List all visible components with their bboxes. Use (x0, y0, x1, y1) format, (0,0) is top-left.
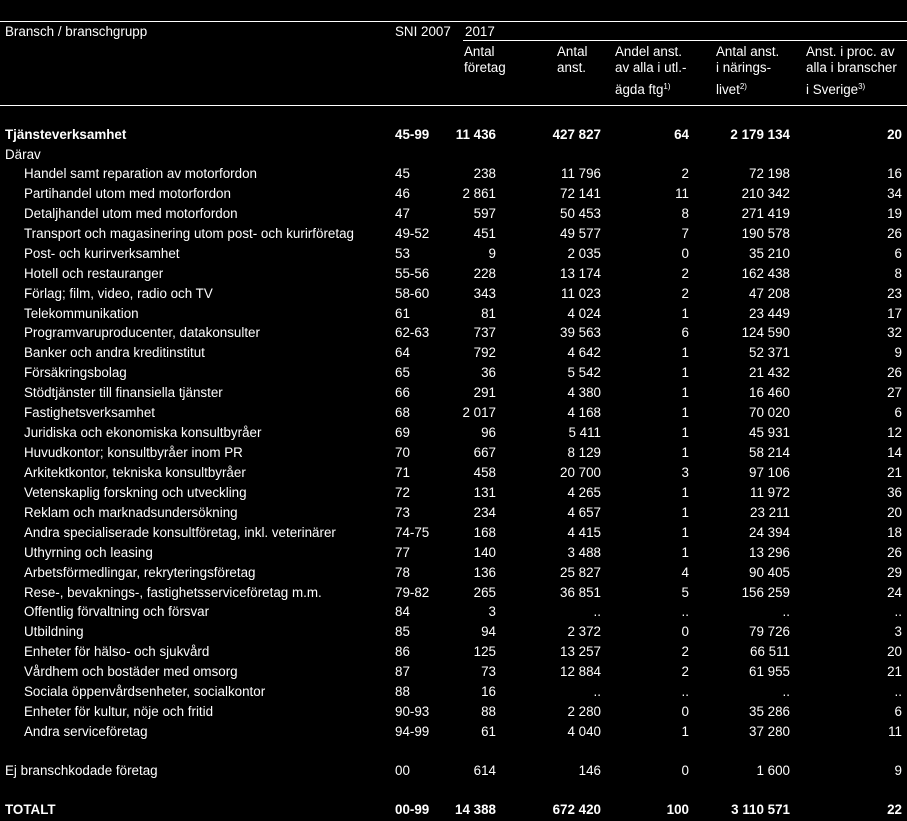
cell-proc: 26 (887, 365, 902, 381)
cell-proc: .. (894, 604, 902, 620)
header-sni: SNI 2007 (395, 24, 451, 39)
cell-anst: 5 542 (567, 365, 601, 381)
cell-foretag: 11 436 (455, 127, 496, 142)
header-proc (806, 44, 897, 98)
cell-anst: 2 035 (567, 245, 601, 261)
cell-andel: 2 (681, 644, 689, 660)
cell-anst: 672 420 (552, 802, 601, 817)
cell-anst: 50 453 (560, 205, 601, 221)
cell-sni: 71 (395, 464, 410, 480)
cell-anst: 13 174 (560, 265, 601, 281)
cell-sni: 55-56 (395, 265, 430, 281)
cell-proc: 21 (887, 464, 902, 480)
cell-anst: 72 141 (560, 185, 601, 201)
cell-proc: 14 (887, 445, 902, 461)
cell-foretag: 234 (473, 504, 496, 520)
cell-anst: 4 040 (567, 724, 601, 740)
cell-foretag: 458 (473, 464, 496, 480)
cell-naringsliv: 21 432 (749, 365, 790, 381)
row-label: Handel samt reparation av motorfordon (24, 166, 257, 181)
cell-andel: 1 (681, 345, 689, 361)
cell-sni: 62-63 (395, 325, 430, 341)
cell-anst: 49 577 (560, 225, 601, 241)
cell-andel: 4 (681, 564, 689, 580)
cell-sni: 66 (395, 385, 410, 401)
cell-foretag: 88 (481, 704, 496, 720)
cell-naringsliv: 210 342 (741, 185, 790, 201)
cell-andel: 1 (681, 544, 689, 560)
row-label: Vårdhem och bostäder med omsorg (24, 664, 238, 680)
cell-foretag: 136 (473, 564, 496, 580)
cell-andel: 1 (681, 504, 689, 520)
cell-sni: 61 (395, 305, 410, 321)
footnote-3-marker: 3) (858, 82, 866, 91)
cell-sni: 70 (395, 445, 410, 461)
cell-sni: 79-82 (395, 584, 430, 600)
cell-anst: 2 280 (567, 704, 601, 720)
footnote-2-marker: 2) (739, 82, 747, 91)
header-andel-line3 (615, 82, 686, 98)
cell-andel: 1 (681, 305, 689, 321)
cell-naringsliv: 70 020 (749, 405, 790, 421)
cell-foretag: 140 (473, 544, 496, 560)
cell-andel: 2 (681, 664, 689, 680)
header-andel-line1: Andel anst. (615, 44, 682, 59)
cell-naringsliv: 13 296 (749, 544, 790, 560)
cell-foretag: 2 861 (462, 185, 496, 201)
cell-sni: 73 (395, 504, 410, 520)
cell-sni: 77 (395, 544, 410, 560)
cell-anst: 25 827 (560, 564, 601, 580)
cell-naringsliv: 72 198 (749, 166, 790, 181)
cell-proc: 26 (887, 225, 902, 241)
row-label: Transport och magasinering utom post- och kurirföretag (24, 225, 354, 241)
cell-proc: 26 (887, 544, 902, 560)
darav-label: Därav (5, 147, 41, 162)
cell-naringsliv: 90 405 (749, 564, 790, 580)
cell-andel: 1 (681, 365, 689, 381)
cell-sni: 94-99 (395, 724, 430, 740)
cell-foretag: 3 (488, 604, 496, 620)
cell-sni: 45-99 (395, 127, 430, 142)
cell-foretag: 81 (481, 305, 496, 321)
cell-naringsliv: 16 460 (749, 385, 790, 401)
header-proc-line3-text: i Sverige (806, 82, 859, 97)
cell-sni: 69 (395, 425, 410, 441)
cell-naringsliv: 1 600 (756, 763, 790, 778)
cell-andel: 100 (666, 802, 689, 817)
cell-sni: 68 (395, 405, 410, 421)
cell-proc: 36 (887, 484, 902, 500)
cell-anst: 39 563 (560, 325, 601, 341)
cell-proc: 23 (887, 285, 902, 301)
cell-naringsliv: 11 972 (750, 484, 790, 500)
cell-andel: 1 (681, 425, 689, 441)
row-label: Vetenskaplig forskning och utveckling (24, 484, 247, 500)
header-antal-anst-line2: anst. (557, 60, 587, 75)
cell-anst: 4 265 (567, 484, 601, 500)
cell-naringsliv: 37 280 (749, 724, 790, 740)
cell-andel: 0 (681, 245, 689, 261)
cell-proc: 8 (894, 265, 902, 281)
cell-andel: 7 (681, 225, 689, 241)
cell-foretag: 265 (473, 584, 496, 600)
header-antal-foretag-line2: företag (464, 60, 506, 75)
row-label: Ej branschkodade företag (5, 763, 158, 778)
cell-naringsliv: 45 931 (749, 425, 790, 441)
cell-andel: 1 (681, 385, 689, 401)
cell-foretag: 228 (473, 265, 496, 281)
cell-anst: 12 884 (560, 664, 601, 680)
cell-naringsliv: 23 449 (749, 305, 790, 321)
cell-proc: 18 (887, 524, 902, 540)
cell-andel: 0 (681, 763, 689, 778)
cell-sni: 58-60 (395, 285, 430, 301)
cell-proc: 6 (894, 704, 902, 720)
header-proc-line1: Anst. i proc. av (806, 44, 895, 59)
row-label: Hotell och restauranger (24, 265, 164, 281)
top-rule (0, 21, 907, 22)
row-label: Offentlig förvaltning och försvar (24, 604, 210, 620)
cell-anst: 5 411 (568, 425, 601, 441)
row-label: Tjänsteverksamhet (5, 127, 127, 142)
row-label: Detaljhandel utom med motorfordon (24, 205, 238, 221)
cell-sni: 86 (395, 644, 410, 660)
cell-proc: 19 (887, 205, 902, 221)
cell-sni: 65 (395, 365, 410, 381)
row-label: Andra specialiserade konsultföretag, inkl. veterinärer (24, 524, 336, 540)
cell-foretag: 451 (473, 225, 496, 241)
cell-naringsliv: 35 210 (749, 245, 790, 261)
cell-naringsliv: 47 208 (749, 285, 790, 301)
cell-proc: 20 (887, 644, 902, 660)
cell-naringsliv: .. (782, 684, 790, 700)
year-underline (463, 40, 907, 41)
cell-andel: 3 (681, 464, 689, 480)
header-andel (615, 44, 686, 98)
row-label: Telekommunikation (24, 305, 139, 321)
header-antal-anst (557, 44, 588, 76)
cell-andel: 1 (681, 724, 689, 740)
cell-proc: 9 (894, 763, 902, 778)
cell-naringsliv: 61 955 (749, 664, 790, 680)
cell-proc: 22 (887, 802, 902, 817)
cell-naringsliv: 190 578 (741, 225, 790, 241)
cell-anst: 4 024 (567, 305, 601, 321)
cell-foretag: 96 (481, 425, 496, 441)
cell-naringsliv: 3 110 571 (731, 802, 790, 817)
cell-proc: 16 (887, 166, 902, 181)
row-label: Arbetsförmedlingar, rekryteringsföretag (24, 564, 256, 580)
cell-andel: .. (681, 604, 689, 620)
cell-anst: 13 257 (560, 644, 601, 660)
row-label: TOTALT (5, 802, 56, 817)
cell-andel: 2 (681, 285, 689, 301)
cell-andel: 2 (681, 166, 689, 181)
cell-anst: 8 129 (567, 445, 601, 461)
cell-sni: 53 (395, 245, 410, 261)
cell-sni: 64 (395, 345, 410, 361)
cell-proc: 12 (887, 425, 902, 441)
row-label: Stödtjänster till finansiella tjänster (24, 385, 223, 401)
header-naringslivet-line3-text: livet (716, 82, 740, 97)
cell-anst: 4 642 (567, 345, 601, 361)
row-label: Fastighetsverksamhet (24, 405, 155, 421)
cell-anst: 4 415 (567, 524, 601, 540)
cell-naringsliv: 24 394 (749, 524, 790, 540)
header-antal-foretag (464, 44, 506, 76)
cell-proc: 27 (887, 385, 902, 401)
cell-anst: 11 796 (561, 166, 601, 181)
cell-naringsliv: 124 590 (741, 325, 790, 341)
header-andel-line3-text: ägda ftg (615, 82, 664, 97)
cell-andel: 1 (681, 524, 689, 540)
header-bottom-rule (0, 105, 907, 106)
cell-proc: 21 (887, 664, 902, 680)
row-label: Banker och andra kreditinstitut (24, 345, 205, 361)
cell-naringsliv: 2 179 134 (730, 127, 790, 142)
header-naringslivet-line2: i närings- (716, 60, 772, 75)
cell-proc: 32 (887, 325, 902, 341)
header-proc-line3 (806, 82, 897, 98)
row-label: Rese-, bevaknings-, fastighetsserviceföretag m.m. (24, 584, 322, 600)
cell-sni: 90-93 (395, 704, 430, 720)
cell-foretag: 291 (473, 385, 496, 401)
header-naringslivet-line3 (716, 82, 779, 98)
cell-naringsliv: 271 419 (741, 205, 790, 221)
row-label: Huvudkontor; konsultbyråer inom PR (24, 445, 243, 461)
cell-naringsliv: 162 438 (741, 265, 790, 281)
row-label: Uthyrning och leasing (24, 544, 153, 560)
cell-proc: 20 (887, 127, 902, 142)
cell-sni: 85 (395, 624, 410, 640)
cell-anst: 3 488 (567, 544, 601, 560)
cell-andel: 6 (681, 325, 689, 341)
cell-sni: 72 (395, 484, 410, 500)
cell-proc: 9 (894, 345, 902, 361)
header-antal-anst-line1: Antal (557, 44, 588, 59)
cell-anst: 2 372 (567, 624, 601, 640)
cell-anst: 4 657 (567, 504, 601, 520)
cell-anst: .. (593, 684, 601, 700)
cell-sni: 74-75 (395, 524, 430, 540)
cell-foretag: 36 (481, 365, 496, 381)
cell-andel: 0 (681, 624, 689, 640)
cell-foretag: 597 (473, 205, 496, 221)
row-label: Utbildning (24, 624, 84, 640)
cell-foretag: 125 (473, 644, 496, 660)
cell-sni: 46 (395, 185, 410, 201)
cell-foretag: 16 (481, 684, 496, 700)
cell-foretag: 238 (473, 166, 496, 181)
cell-foretag: 94 (481, 624, 496, 640)
header-year: 2017 (465, 24, 495, 39)
header-antal-foretag-line1: Antal (464, 44, 495, 59)
cell-proc: 17 (887, 305, 902, 321)
cell-foretag: 667 (473, 445, 496, 461)
cell-foretag: 792 (473, 345, 496, 361)
row-label: Förlag; film, video, radio och TV (24, 285, 213, 301)
cell-anst: 36 851 (560, 584, 601, 600)
cell-proc: 34 (887, 185, 902, 201)
cell-anst: 11 023 (561, 285, 601, 301)
cell-proc: 11 (888, 724, 902, 740)
cell-naringsliv: 23 211 (750, 504, 790, 520)
cell-sni: 49-52 (395, 225, 430, 241)
cell-anst: 427 827 (552, 127, 601, 142)
row-label: Försäkringsbolag (24, 365, 127, 381)
cell-sni: 45 (395, 166, 410, 181)
row-label: Enheter för hälso- och sjukvård (24, 644, 210, 660)
cell-naringsliv: 58 214 (749, 445, 790, 461)
cell-foretag: 14 388 (455, 802, 496, 817)
cell-foretag: 168 (473, 524, 496, 540)
header-naringslivet (716, 44, 779, 98)
cell-sni: 84 (395, 604, 410, 620)
cell-naringsliv: .. (782, 604, 790, 620)
row-label: Sociala öppenvårdsenheter, socialkontor (24, 684, 266, 700)
cell-andel: 1 (681, 445, 689, 461)
cell-proc: 3 (894, 624, 902, 640)
cell-foretag: 614 (473, 763, 496, 778)
cell-anst: 4 380 (567, 385, 601, 401)
cell-andel: .. (681, 684, 689, 700)
cell-foretag: 73 (481, 664, 496, 680)
cell-anst: 146 (578, 763, 601, 778)
cell-andel: 2 (681, 265, 689, 281)
row-label: Partihandel utom med motorfordon (24, 185, 231, 201)
row-label: Andra serviceföretag (24, 724, 148, 740)
cell-sni: 00 (395, 763, 410, 778)
cell-naringsliv: 156 259 (741, 584, 790, 600)
cell-foretag: 737 (473, 325, 496, 341)
cell-anst: .. (593, 604, 601, 620)
row-label: Arkitektkontor, tekniska konsultbyråer (24, 464, 246, 480)
cell-anst: 4 168 (567, 405, 601, 421)
cell-proc: .. (894, 684, 902, 700)
cell-foretag: 61 (481, 724, 496, 740)
cell-sni: 88 (395, 684, 410, 700)
cell-naringsliv: 66 511 (750, 644, 790, 660)
footnote-1-marker: 1) (663, 82, 671, 91)
cell-sni: 78 (395, 564, 410, 580)
cell-naringsliv: 52 371 (749, 345, 790, 361)
cell-proc: 6 (894, 405, 902, 421)
cell-andel: 11 (675, 185, 689, 201)
cell-foretag: 2 017 (462, 405, 496, 421)
header-andel-line2: av alla i utl.- (615, 60, 687, 75)
cell-anst: 20 700 (560, 464, 601, 480)
cell-andel: 1 (681, 405, 689, 421)
header-proc-line2: alla i branscher (806, 60, 897, 75)
cell-sni: 47 (395, 205, 410, 221)
cell-naringsliv: 79 726 (749, 624, 790, 640)
cell-andel: 5 (681, 584, 689, 600)
row-label: Reklam och marknadsundersökning (24, 504, 238, 520)
row-label: Post- och kurirverksamhet (24, 245, 180, 261)
cell-foretag: 9 (488, 245, 496, 261)
cell-sni: 87 (395, 664, 410, 680)
cell-andel: 64 (674, 127, 689, 142)
cell-proc: 20 (887, 504, 902, 520)
cell-andel: 8 (681, 205, 689, 221)
header-bransch: Bransch / branschgrupp (5, 24, 148, 39)
row-label: Programvaruproducenter, datakonsulter (24, 325, 260, 341)
cell-sni: 00-99 (395, 802, 430, 817)
header-naringslivet-line1: Antal anst. (716, 44, 780, 59)
row-label: Enheter för kultur, nöje och fritid (24, 704, 214, 720)
cell-proc: 6 (894, 245, 902, 261)
cell-andel: 0 (681, 704, 689, 720)
cell-proc: 24 (887, 584, 902, 600)
row-label: Juridiska och ekonomiska konsultbyråer (24, 425, 262, 441)
cell-foretag: 343 (473, 285, 496, 301)
cell-foretag: 131 (473, 484, 496, 500)
cell-proc: 29 (887, 564, 902, 580)
cell-andel: 1 (681, 484, 689, 500)
cell-naringsliv: 35 286 (749, 704, 790, 720)
cell-naringsliv: 97 106 (749, 464, 790, 480)
